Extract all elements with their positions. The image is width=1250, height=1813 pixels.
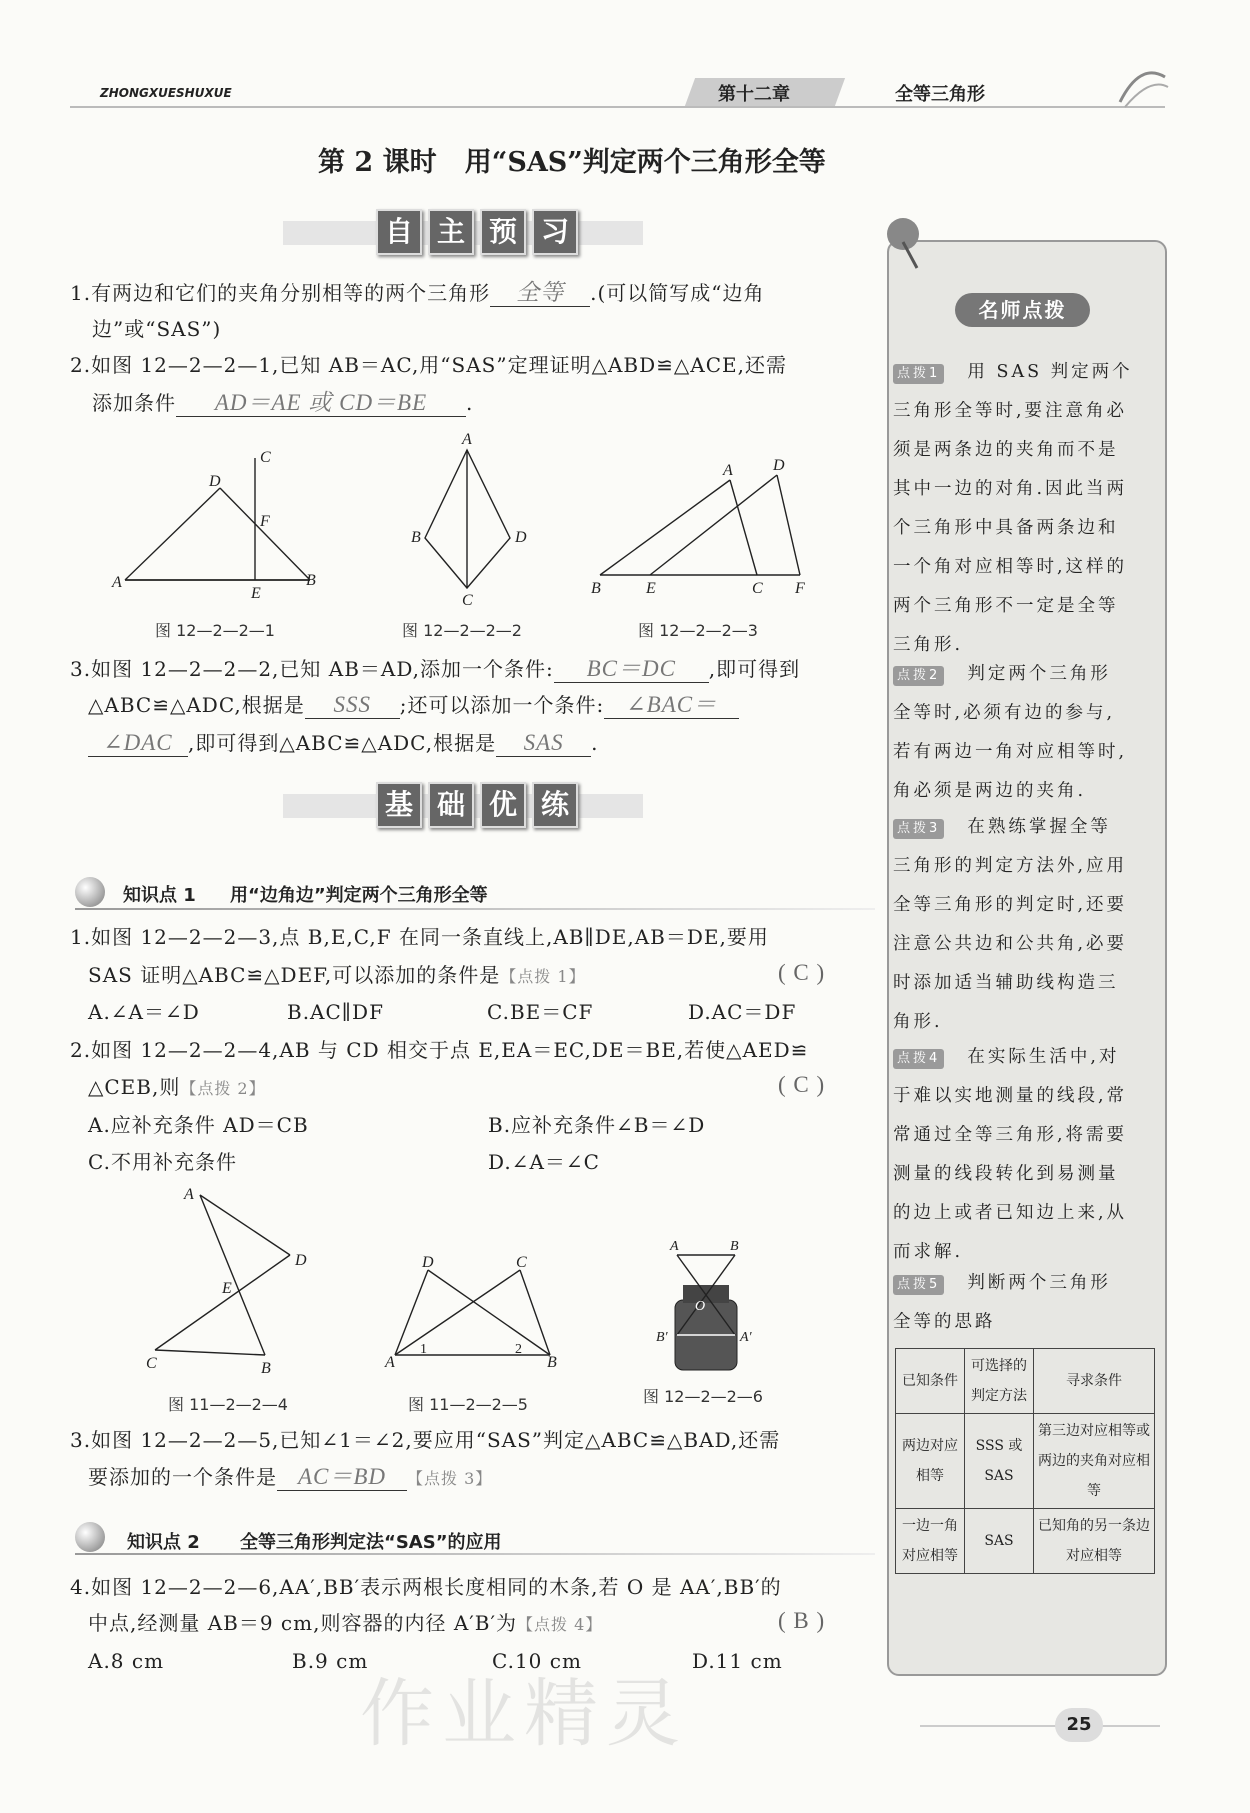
tip-badge: 点拨4 bbox=[893, 1049, 944, 1069]
svg-text:C: C bbox=[752, 580, 763, 595]
tip-badge: 点拨3 bbox=[893, 819, 944, 839]
b1-option-a: A.∠A＝∠D bbox=[88, 1000, 200, 1024]
tip-3: 点拨3 在熟练掌握全等 三角形的判定方法外,应用 全等三角形的判定时,还要 注意公共边和公共角,必要 时添加适当辅助线构造三 角形. bbox=[893, 817, 1128, 1032]
table-row: 两边对应相等 SSS 或 SAS 第三边对应相等或两边的夹角对应相等 bbox=[896, 1414, 1155, 1509]
tip-badge: 点拨1 bbox=[893, 364, 944, 384]
b3-line2: 要添加的一个条件是 AC＝BD 【点拨 3】 bbox=[88, 1464, 493, 1489]
svg-text:C: C bbox=[260, 449, 271, 466]
section-char: 预 bbox=[480, 209, 526, 255]
answer-q3-1: BC＝DC bbox=[554, 656, 709, 683]
b4-option-c: C.10 cm bbox=[492, 1649, 582, 1673]
svg-text:2: 2 bbox=[515, 1342, 522, 1357]
figure-12-2-2-1 bbox=[110, 440, 340, 600]
svg-text:A: A bbox=[670, 1239, 679, 1254]
figure-caption-6: 图 12—2—2—6 bbox=[643, 1387, 763, 1406]
figure-caption-3: 图 12—2—2—3 bbox=[638, 621, 758, 640]
b4-option-b: B.9 cm bbox=[292, 1649, 369, 1673]
b4-option-a: A.8 cm bbox=[88, 1649, 165, 1673]
svg-text:1: 1 bbox=[420, 1342, 427, 1357]
figure-11-2-2-4 bbox=[140, 1185, 320, 1385]
b2-option-c: C.不用补充条件 bbox=[88, 1150, 237, 1174]
tip-2: 点拨2 判定两个三角形 全等时,必须有边的参与, 若有两边一角对应相等时, 角必须是两边的夹角. bbox=[893, 664, 1128, 801]
pushpin-icon bbox=[875, 212, 935, 272]
q3-line2: △ABC≌△ADC,根据是 SSS ;还可以添加一个条件: ∠BAC＝ bbox=[88, 690, 739, 720]
section-char: 础 bbox=[428, 782, 474, 828]
svg-text:F: F bbox=[260, 513, 270, 530]
section-char: 主 bbox=[428, 209, 474, 255]
answer-q3-3b: ∠DAC bbox=[88, 730, 188, 757]
svg-text:C: C bbox=[516, 1255, 527, 1271]
figure-caption-1: 图 12—2—2—1 bbox=[155, 621, 275, 640]
svg-text:A′: A′ bbox=[740, 1330, 752, 1345]
section-char: 习 bbox=[532, 209, 578, 255]
tip-1: 点拨1 用 SAS 判定两个 三角形全等时,要注意角必 须是两条边的夹角而不是 其中一边的对角.因此当两 个三角形中具备两条边和 一个角对应相等时,这样的 两个三角形不一定是全等 三角形. bbox=[893, 362, 1133, 655]
svg-text:B: B bbox=[547, 1354, 557, 1371]
svg-text:B: B bbox=[411, 529, 421, 546]
knowledge-point-1: 知识点 1 用“边角边”判定两个三角形全等 bbox=[75, 875, 875, 911]
q3: 3.如图 12—2—2—2,已知 AB＝AD,添加一个条件: BC＝DC ,即可得到 bbox=[70, 656, 801, 681]
answer-q2: AD＝AE 或 CD＝BE bbox=[176, 390, 466, 417]
page-number-rule bbox=[920, 1725, 1160, 1727]
b1-option-b: B.AC∥DF bbox=[287, 1000, 384, 1024]
answer-b3: AC＝BD bbox=[277, 1464, 407, 1491]
tip-badge: 点拨2 bbox=[893, 666, 944, 686]
svg-text:E: E bbox=[251, 585, 261, 600]
b1-option-c: C.BE＝CF bbox=[487, 1000, 594, 1024]
section-char: 基 bbox=[376, 782, 422, 828]
svg-text:A: A bbox=[184, 1186, 194, 1203]
svg-text:E: E bbox=[222, 1280, 232, 1297]
b4-answer: ( B ) bbox=[778, 1608, 826, 1633]
table-row: 一边一角对应相等 SAS 已知角的另一条边对应相等 bbox=[896, 1509, 1155, 1574]
section-self-study bbox=[283, 207, 643, 261]
b2-option-b: B.应补充条件∠B＝∠D bbox=[488, 1113, 706, 1137]
figure-caption-4: 图 11—2—2—4 bbox=[168, 1395, 288, 1414]
b1-option-d: D.AC＝DF bbox=[688, 1000, 797, 1024]
section-char: 练 bbox=[532, 782, 578, 828]
svg-text:D: D bbox=[515, 529, 527, 546]
svg-text:D: D bbox=[773, 457, 785, 474]
answer-q3-3a: ∠BAC＝ bbox=[604, 692, 739, 719]
svg-text:D: D bbox=[422, 1255, 434, 1271]
svg-text:O: O bbox=[695, 1299, 706, 1314]
b2-line2: △CEB,则【点拨 2】 bbox=[88, 1075, 266, 1099]
answer-q1: 全等 bbox=[490, 280, 590, 307]
tip-badge: 点拨5 bbox=[893, 1275, 944, 1295]
b1-line2: SAS 证明△ABC≌△DEF,可以添加的条件是【点拨 1】 bbox=[88, 963, 586, 987]
answer-q3-4: SAS bbox=[496, 730, 591, 757]
figure-caption-2: 图 12—2—2—2 bbox=[402, 621, 522, 640]
header-chapter-title: 全等三角形 bbox=[895, 84, 985, 105]
svg-text:D: D bbox=[209, 473, 221, 490]
svg-text:E: E bbox=[646, 580, 656, 595]
q1-line2: 边”或“SAS”) bbox=[92, 317, 222, 341]
knowledge-point-2: 知识点 2 全等三角形判定法“SAS”的应用 bbox=[75, 1520, 875, 1556]
lesson-title: 第 2 课时 用“SAS”判定两个三角形全等 bbox=[318, 147, 826, 178]
sidebar-title: 名师点拨 bbox=[955, 293, 1090, 327]
q2: 2.如图 12—2—2—1,已知 AB＝AC,用“SAS”定理证明△ABD≌△ACE,还需 bbox=[70, 353, 788, 377]
b2-option-d: D.∠A＝∠C bbox=[488, 1150, 600, 1174]
svg-text:A: A bbox=[723, 462, 733, 479]
watermark: 作业精灵 bbox=[360, 1671, 688, 1757]
svg-text:D: D bbox=[295, 1252, 307, 1269]
section-char: 自 bbox=[376, 209, 422, 255]
figure-caption-5: 图 11—2—2—5 bbox=[408, 1395, 528, 1414]
section-basic-practice bbox=[283, 780, 643, 834]
header-brand: ZHONGXUESHUXUE bbox=[100, 86, 232, 100]
svg-text:A: A bbox=[385, 1354, 395, 1371]
header-swirl-icon bbox=[1110, 62, 1170, 112]
svg-text:B: B bbox=[306, 572, 316, 589]
header-chapter: 第十二章 bbox=[718, 84, 790, 105]
section-char: 优 bbox=[480, 782, 526, 828]
b4-option-d: D.11 cm bbox=[692, 1649, 783, 1673]
b1-answer: ( C ) bbox=[778, 960, 826, 985]
q1: 1.有两边和它们的夹角分别相等的两个三角形 全等 .(可以简写成“边角 bbox=[70, 280, 765, 305]
figure-12-2-2-2 bbox=[405, 430, 535, 610]
b4-line2: 中点,经测量 AB＝9 cm,则容器的内径 A′B′为【点拨 4】 bbox=[88, 1611, 603, 1635]
q3-line3: ∠DAC ,即可得到△ABC≌△ADC,根据是 SAS . bbox=[88, 728, 598, 758]
page-number: 25 bbox=[1055, 1708, 1103, 1742]
header-rule bbox=[70, 106, 1165, 108]
figure-12-2-2-3 bbox=[585, 455, 825, 595]
b1: 1.如图 12—2—2—3,点 B,E,C,F 在同一条直线上,AB∥DE,AB＝DE,要用 bbox=[70, 925, 769, 949]
svg-text:C: C bbox=[146, 1355, 157, 1372]
b2-option-a: A.应补充条件 AD＝CB bbox=[88, 1113, 309, 1137]
svg-text:A: A bbox=[462, 431, 472, 448]
svg-text:C: C bbox=[462, 592, 473, 609]
svg-text:B: B bbox=[591, 580, 601, 595]
b2-answer: ( C ) bbox=[778, 1072, 826, 1097]
b3: 3.如图 12—2—2—5,已知∠1＝∠2,要应用“SAS”判定△ABC≌△BAD,还需 bbox=[70, 1428, 781, 1452]
tip-5: 点拨5 判断两个三角形 全等的思路 bbox=[893, 1273, 1111, 1332]
svg-text:B: B bbox=[730, 1239, 739, 1254]
svg-text:F: F bbox=[795, 580, 805, 595]
b2: 2.如图 12—2—2—4,AB 与 CD 相交于点 E,EA＝EC,DE＝BE,若使△AED≌ bbox=[70, 1038, 809, 1062]
figure-11-2-2-5 bbox=[380, 1255, 570, 1375]
answer-q3-2: SSS bbox=[305, 692, 400, 719]
svg-text:B′: B′ bbox=[656, 1330, 668, 1345]
sas-approach-table: 已知条件 可选择的判定方法 寻求条件 两边对应相等 SSS 或 SAS 第三边对应相等或两边的夹角对应相等 一边一角对应相等 SAS 已知角的另一条边对应相等 bbox=[895, 1348, 1155, 1574]
figure-12-2-2-6 bbox=[650, 1235, 760, 1375]
svg-text:B: B bbox=[261, 1360, 271, 1377]
tip-4: 点拨4 在实际生活中,对 于难以实地测量的线段,常 常通过全等三角形,将需要 测量的线段转化到易测量 的边上或者已知边上来,从 而求解. bbox=[893, 1047, 1128, 1262]
svg-text:A: A bbox=[112, 574, 122, 591]
q2-line2: 添加条件 AD＝AE 或 CD＝BE . bbox=[92, 390, 474, 415]
b4: 4.如图 12—2—2—6,AA′,BB′表示两根长度相同的木条,若 O 是 AA′,BB′的 bbox=[70, 1575, 782, 1599]
